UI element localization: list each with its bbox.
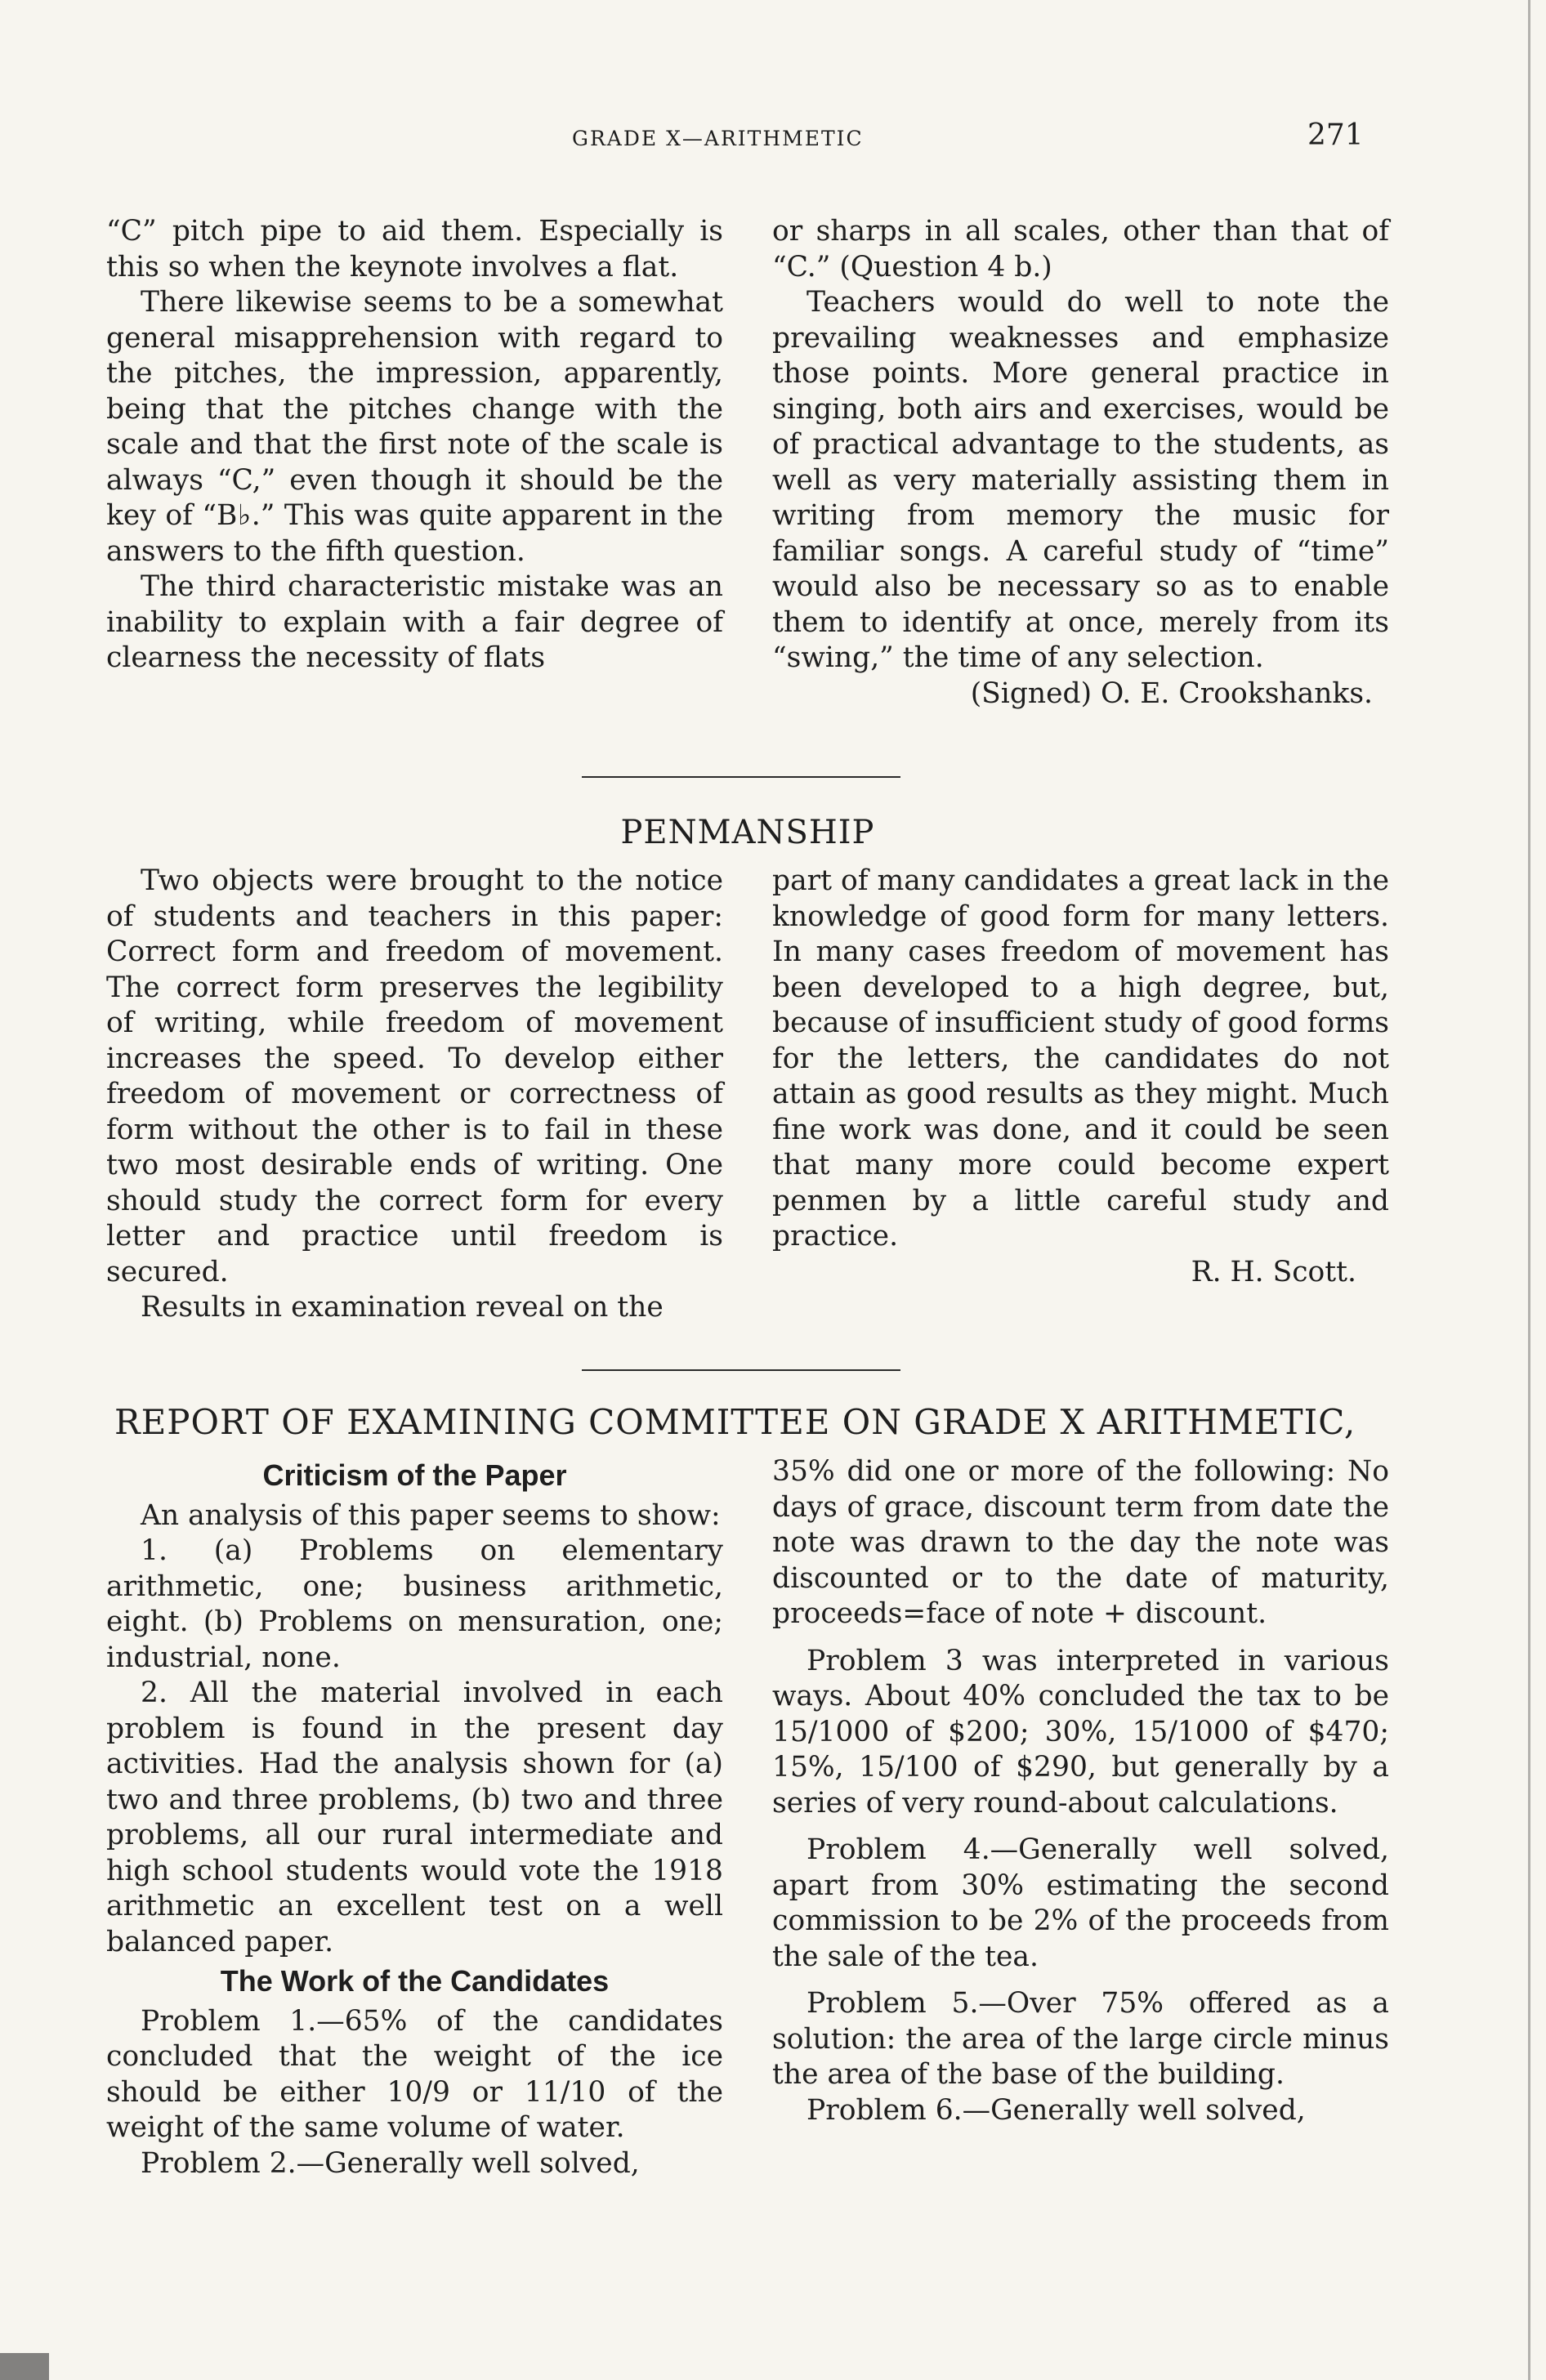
paragraph: 1. (a) Problems on elementary arithmetic, one; business arithmetic, eight. (b) Problems on mensuration, one; industrial, none. (106, 1534, 723, 1674)
signature: R. H. Scott. (1191, 1255, 1356, 1288)
divider-rule (582, 1369, 900, 1371)
scan-corner-shadow (0, 2353, 49, 2380)
paragraph: “C” pitch pipe to aid them. Especially is this so when the keynote involves a flat. (106, 215, 723, 284)
paragraph: 2. All the material involved in each problem is found in the present day activities. Had the analysis shown for (a) two and three problems, (b) two and three problems, all our rural intermediate and high school students would vote the 1918 arithmetic an excellent test on a well balanced paper. (106, 1677, 723, 1958)
work-heading: The Work of the Candidates (220, 1964, 610, 1998)
paragraph: An analysis of this paper seems to show: (141, 1498, 721, 1532)
music-right-column (772, 214, 1389, 712)
paragraph: Problem 4.—Generally well solved, apart from 30% estimating the second commission to be 2% of the proceeds from the sale of the tea. (772, 1833, 1389, 1973)
penmanship-section (106, 864, 1389, 1326)
paragraph: Problem 1.—65% of the candidates concluded that the weight of the ice should be either 10/9 or 11/10 of the weight of the same volume of water. (106, 2004, 723, 2144)
paragraph: There likewise seems to be a somewhat general misapprehension with regard to the pitches, the impression, apparently, being that the pitches change with the scale and that the first note of the scale is always “C,” even though it should be the key of “B♭.” This was quite apparent in the answers to the fifth question. (106, 286, 723, 568)
penmanship-title: PENMANSHIP (620, 814, 875, 851)
penmanship-left-column (106, 864, 723, 1326)
paragraph: Problem 5.—Over 75% offered as a solution: the area of the large circle minus the area of the base of the building. (772, 1987, 1389, 2091)
paragraph: The third characteristic mistake was an inability to explain with a fair degree of clearness the necessity of flats (106, 570, 723, 674)
report-left-column (106, 1454, 723, 2181)
signature: (Signed) O. E. Crookshanks. (970, 676, 1373, 710)
running-head: GRADE X—ARITHMETIC (572, 127, 864, 150)
paragraph: Problem 3 was interpreted in various ways. About 40% concluded the tax to be 15/1000 of $200; 30%, 15/1000 of $470; 15%, 15/100 of $290, but generally by a series of very round-about calculations. (772, 1644, 1389, 1820)
paragraph: Results in examination reveal on the (141, 1291, 664, 1324)
divider-rule (582, 776, 900, 778)
page-number: 271 (1307, 118, 1364, 152)
report-section (106, 1454, 1389, 2181)
paragraph: Problem 6.—Generally well solved, (807, 2093, 1306, 2127)
criticism-heading: Criticism of the Paper (262, 1458, 567, 1492)
music-left-column (106, 214, 723, 712)
paragraph: 35% did one or more of the following: No days of grace, discount term from date the note was drawn to the day the note was discounted or to the date of maturity, proceeds=face of note + discount. (772, 1455, 1389, 1630)
report-title: REPORT OF EXAMINING COMMITTEE ON GRADE X ARITHMETIC, (114, 1402, 1356, 1442)
scan-edge-line (1528, 0, 1530, 2380)
music-report-section (106, 214, 1389, 712)
paragraph: or sharps in all scales, other than that of “C.” (Question 4 b.) (772, 215, 1389, 284)
penmanship-right-column (772, 864, 1389, 1326)
paragraph: part of many candidates a great lack in the knowledge of good form for many letters. In many cases freedom of movement has been developed to a high degree, but, because of insufficient study of good forms for the letters, the candidates do not attain as good results as they might. Much fine work was done, and it could be seen that many more could become expert penmen by a little careful study and practice. (772, 864, 1389, 1253)
paragraph: Teachers would do well to note the prevailing weaknesses and emphasize those points. More general practice in singing, both airs and exercises, would be of practical advantage to the students, as well as very materially assisting them in writing from memory the music for familiar songs. A careful study of “time” would also be necessary so as to enable them to identify at once, merely from its “swing,” the time of any selection. (772, 286, 1389, 674)
report-right-column (772, 1454, 1389, 2181)
paragraph: Two objects were brought to the notice of students and teachers in this paper: Correct form and freedom of movement. The correct form preserves the legibility of writing, while freedom of movement increases the speed. To develop either freedom of movement or correctness of form without the other is to fail in these two most desirable ends of writing. One should study the correct form for every letter and practice until freedom is secured. (106, 864, 723, 1288)
paragraph: Problem 2.—Generally well solved, (141, 2146, 640, 2180)
